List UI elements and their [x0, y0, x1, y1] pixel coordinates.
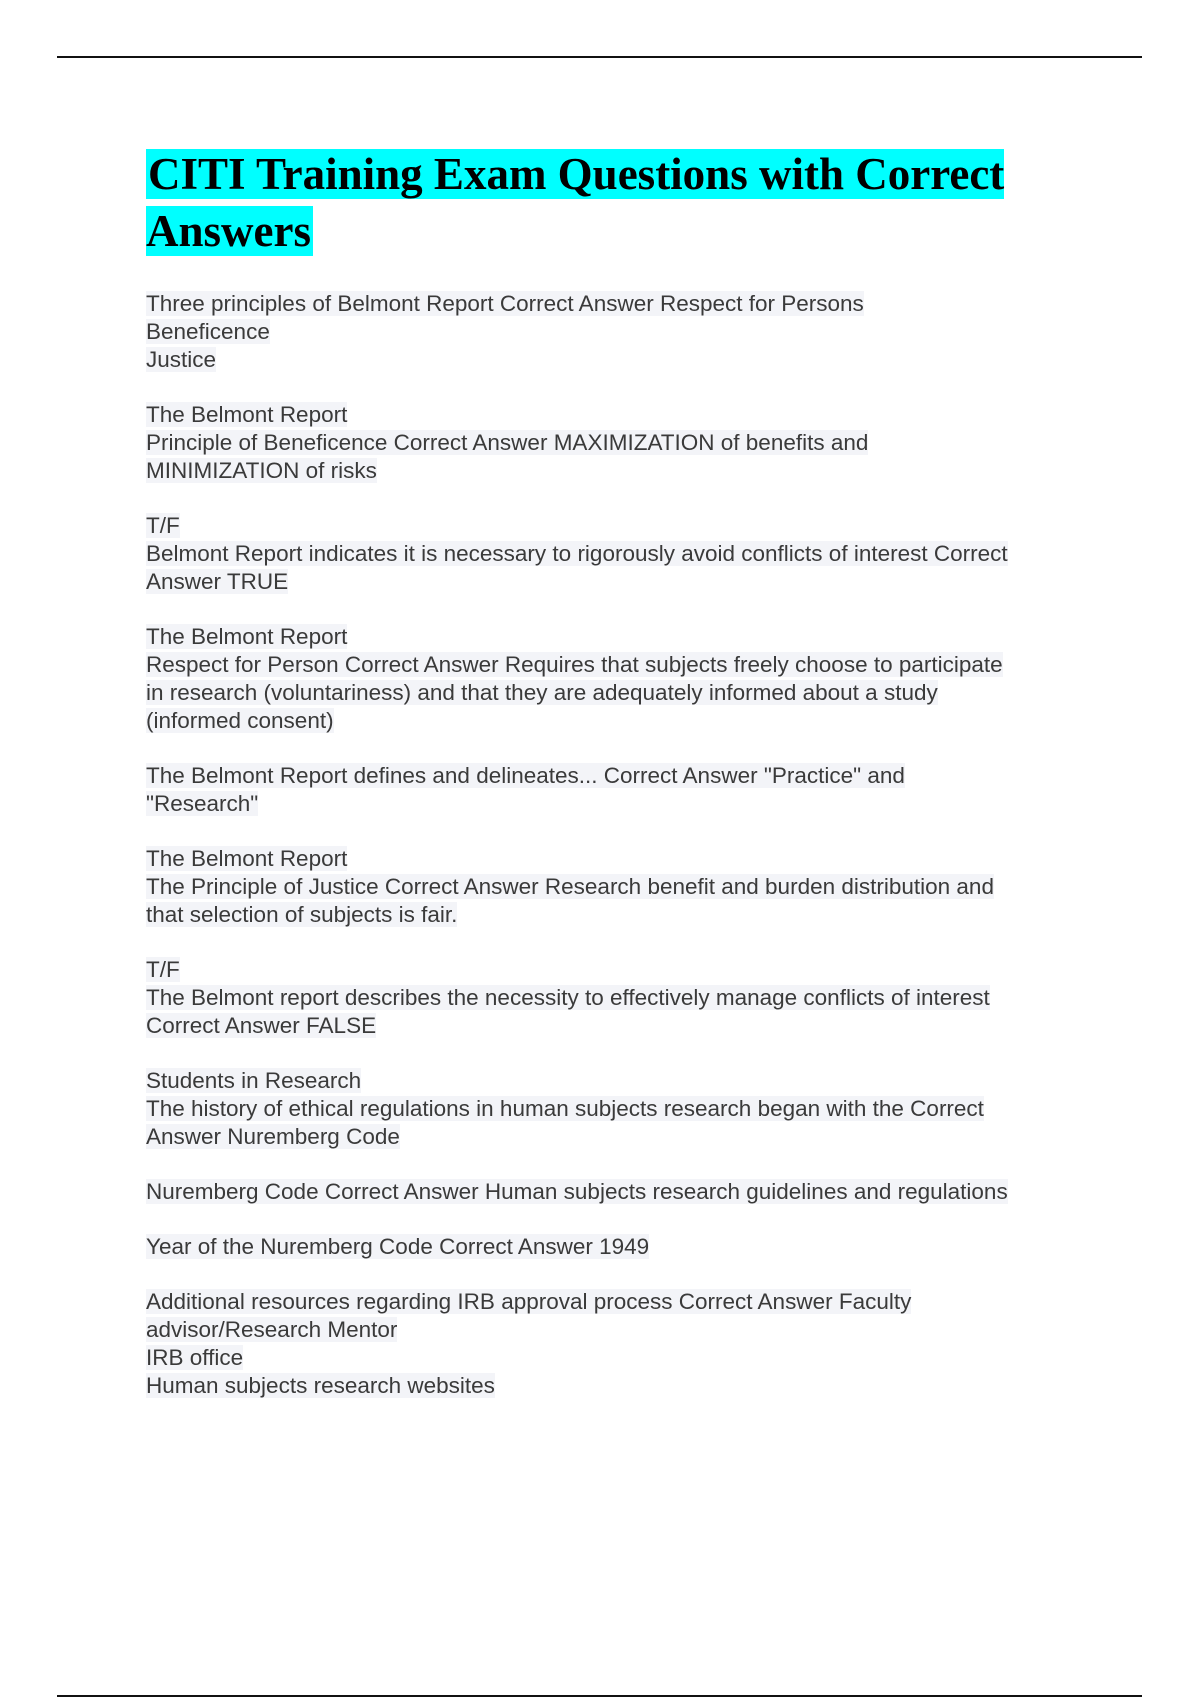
qa-entry — [146, 762, 1076, 818]
entry-line: The Belmont Report — [146, 624, 348, 649]
entry-line: Correct Answer FALSE — [146, 1013, 377, 1038]
entry-line: The Principle of Justice Correct Answer Research benefit and burden distribution and — [146, 874, 994, 899]
entry-line: MINIMIZATION of risks — [146, 458, 377, 483]
entry-line: Respect for Person Correct Answer Requires that subjects freely choose to participate — [146, 652, 1003, 677]
entry-line: The Belmont Report — [146, 846, 348, 871]
entry-line: Nuremberg Code Correct Answer Human subjects research guidelines and regulations — [146, 1179, 1008, 1204]
qa-entry — [146, 845, 1076, 929]
entry-line: Three principles of Belmont Report Correct Answer Respect for Persons — [146, 291, 864, 316]
qa-entry — [146, 512, 1076, 596]
entry-line: The history of ethical regulations in human subjects research began with the Correct — [146, 1096, 984, 1121]
qa-entry — [146, 1288, 1076, 1400]
qa-entry — [146, 401, 1076, 485]
entry-line: T/F — [146, 957, 180, 982]
entry-line: The Belmont report describes the necessity to effectively manage conflicts of interest — [146, 985, 990, 1010]
entry-line: Beneficence — [146, 319, 270, 344]
entry-line: (informed consent) — [146, 708, 334, 733]
entry-line: T/F — [146, 513, 180, 538]
top-rule — [57, 56, 1142, 58]
entry-line: Principle of Beneficence Correct Answer MAXIMIZATION of benefits and — [146, 430, 869, 455]
entry-line: Year of the Nuremberg Code Correct Answer 1949 — [146, 1234, 650, 1259]
document-title-text: CITI Training Exam Questions with Correct Answers — [146, 149, 1005, 256]
entry-line: in research (voluntariness) and that they are adequately informed about a study — [146, 680, 938, 705]
entry-line: Human subjects research websites — [146, 1373, 495, 1398]
entry-line: advisor/Research Mentor — [146, 1317, 398, 1342]
document-title — [146, 146, 1076, 260]
qa-entry — [146, 623, 1076, 735]
entry-line: Students in Research — [146, 1068, 362, 1093]
qa-entry — [146, 956, 1076, 1040]
entry-line: that selection of subjects is fair. — [146, 902, 458, 927]
qa-entry — [146, 1233, 1076, 1261]
bottom-rule — [57, 1695, 1142, 1697]
qa-entry — [146, 290, 1076, 374]
document-body — [146, 146, 1076, 1427]
qa-entry — [146, 1067, 1076, 1151]
entry-line: "Research" — [146, 791, 259, 816]
entry-line: The Belmont Report defines and delineates... Correct Answer "Practice" and — [146, 763, 905, 788]
entry-line: Additional resources regarding IRB approval process Correct Answer Faculty — [146, 1289, 912, 1314]
entry-line: IRB office — [146, 1345, 244, 1370]
entry-line: Answer TRUE — [146, 569, 289, 594]
qa-entry — [146, 1178, 1076, 1206]
entry-line: Belmont Report indicates it is necessary to rigorously avoid conflicts of interest Correct — [146, 541, 1008, 566]
entry-line: Answer Nuremberg Code — [146, 1124, 400, 1149]
entry-line: The Belmont Report — [146, 402, 348, 427]
entry-line: Justice — [146, 347, 217, 372]
